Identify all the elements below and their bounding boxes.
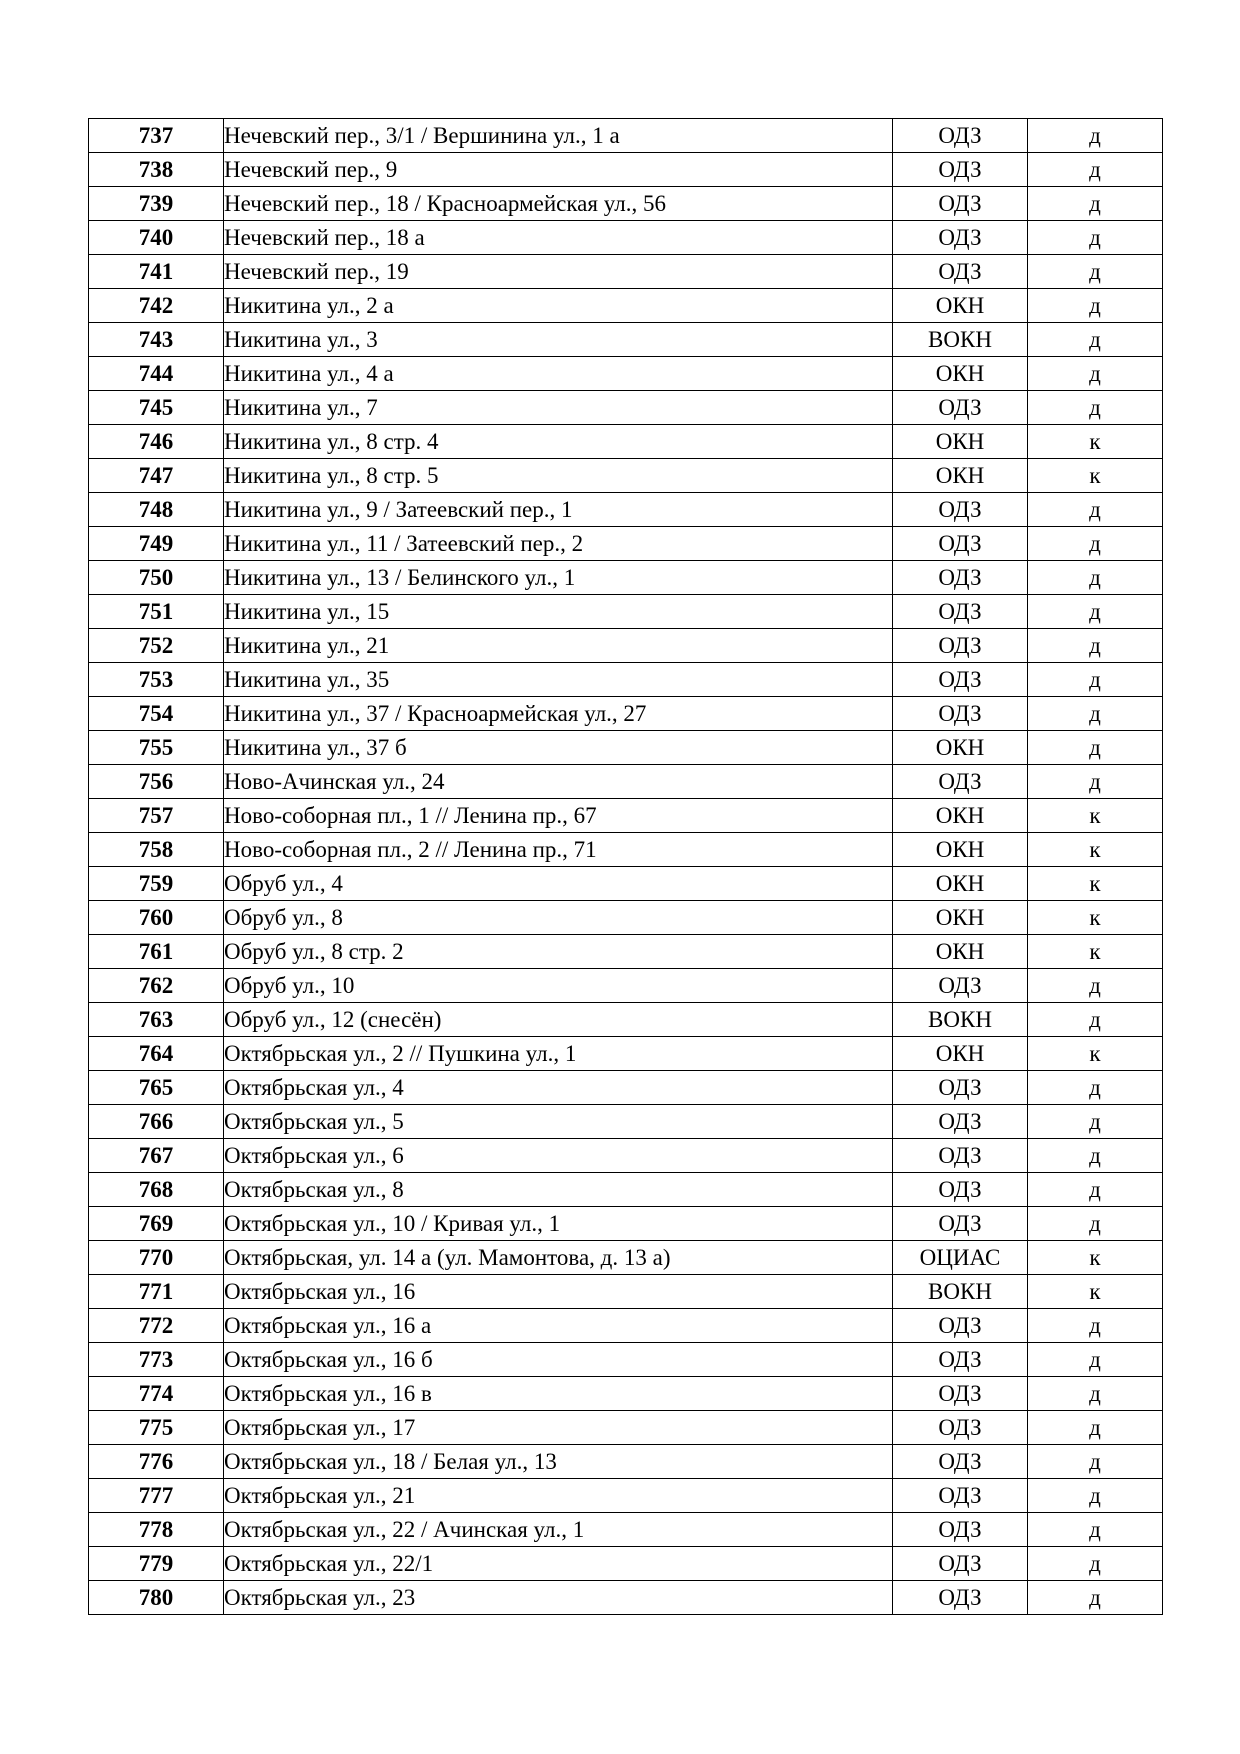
row-type: д	[1028, 663, 1163, 697]
row-category: ОКН	[893, 901, 1028, 935]
row-type: д	[1028, 255, 1163, 289]
row-type: д	[1028, 527, 1163, 561]
row-type: д	[1028, 1343, 1163, 1377]
table-row	[89, 527, 1163, 561]
row-number: 756	[89, 765, 224, 799]
row-number: 740	[89, 221, 224, 255]
row-number: 764	[89, 1037, 224, 1071]
table-row	[89, 1003, 1163, 1037]
row-number: 742	[89, 289, 224, 323]
row-address: Ново-Ачинская ул., 24	[224, 765, 893, 799]
table-row	[89, 425, 1163, 459]
row-address: Октябрьская ул., 5	[224, 1105, 893, 1139]
row-category: ОДЗ	[893, 1411, 1028, 1445]
row-type: д	[1028, 1411, 1163, 1445]
row-type: к	[1028, 459, 1163, 493]
row-address: Никитина ул., 7	[224, 391, 893, 425]
row-number: 750	[89, 561, 224, 595]
row-type: д	[1028, 561, 1163, 595]
row-number: 747	[89, 459, 224, 493]
row-address: Обруб ул., 10	[224, 969, 893, 1003]
row-number: 745	[89, 391, 224, 425]
row-category: ОКН	[893, 289, 1028, 323]
row-category: ОКН	[893, 731, 1028, 765]
table-row	[89, 629, 1163, 663]
row-number: 780	[89, 1581, 224, 1615]
table-row	[89, 595, 1163, 629]
table-row	[89, 799, 1163, 833]
row-category: ОДЗ	[893, 1139, 1028, 1173]
row-category: ОДЗ	[893, 1445, 1028, 1479]
row-type: д	[1028, 1207, 1163, 1241]
row-type: д	[1028, 697, 1163, 731]
row-address: Обруб ул., 12 (снесён)	[224, 1003, 893, 1037]
row-category: ОКН	[893, 833, 1028, 867]
row-type: д	[1028, 1173, 1163, 1207]
row-number: 777	[89, 1479, 224, 1513]
row-number: 766	[89, 1105, 224, 1139]
row-address: Никитина ул., 2 а	[224, 289, 893, 323]
row-address: Октябрьская ул., 21	[224, 1479, 893, 1513]
row-category: ВОКН	[893, 1003, 1028, 1037]
table-row	[89, 187, 1163, 221]
row-category: ОДЗ	[893, 595, 1028, 629]
row-number: 773	[89, 1343, 224, 1377]
row-number: 755	[89, 731, 224, 765]
table-row	[89, 697, 1163, 731]
row-type: д	[1028, 1513, 1163, 1547]
row-category: ОДЗ	[893, 187, 1028, 221]
table-row	[89, 1309, 1163, 1343]
heritage-registry-table	[88, 118, 1163, 1615]
table-row	[89, 1275, 1163, 1309]
row-number: 754	[89, 697, 224, 731]
row-type: д	[1028, 1105, 1163, 1139]
row-type: д	[1028, 289, 1163, 323]
table-row	[89, 765, 1163, 799]
row-number: 752	[89, 629, 224, 663]
row-type: д	[1028, 765, 1163, 799]
row-number: 769	[89, 1207, 224, 1241]
row-type: д	[1028, 357, 1163, 391]
table-row	[89, 1581, 1163, 1615]
row-address: Нечевский пер., 9	[224, 153, 893, 187]
row-category: ОДЗ	[893, 391, 1028, 425]
row-number: 768	[89, 1173, 224, 1207]
row-address: Обруб ул., 8 стр. 2	[224, 935, 893, 969]
row-category: ОДЗ	[893, 1479, 1028, 1513]
row-address: Нечевский пер., 18 а	[224, 221, 893, 255]
row-address: Никитина ул., 9 / Затеевский пер., 1	[224, 493, 893, 527]
table-row	[89, 901, 1163, 935]
row-category: ОДЗ	[893, 1309, 1028, 1343]
row-type: к	[1028, 867, 1163, 901]
row-category: ОДЗ	[893, 969, 1028, 1003]
row-number: 776	[89, 1445, 224, 1479]
row-number: 743	[89, 323, 224, 357]
row-address: Октябрьская ул., 17	[224, 1411, 893, 1445]
table-row	[89, 391, 1163, 425]
row-address: Никитина ул., 37 / Красноармейская ул., 27	[224, 697, 893, 731]
row-number: 771	[89, 1275, 224, 1309]
row-type: д	[1028, 493, 1163, 527]
row-number: 775	[89, 1411, 224, 1445]
row-address: Никитина ул., 15	[224, 595, 893, 629]
table-row	[89, 1513, 1163, 1547]
row-address: Никитина ул., 37 б	[224, 731, 893, 765]
row-number: 744	[89, 357, 224, 391]
table-row	[89, 1377, 1163, 1411]
table-row	[89, 357, 1163, 391]
row-category: ВОКН	[893, 1275, 1028, 1309]
table-row	[89, 1343, 1163, 1377]
row-category: ОДЗ	[893, 629, 1028, 663]
row-address: Октябрьская ул., 8	[224, 1173, 893, 1207]
row-type: д	[1028, 119, 1163, 153]
row-number: 759	[89, 867, 224, 901]
row-type: к	[1028, 1275, 1163, 1309]
row-address: Никитина ул., 11 / Затеевский пер., 2	[224, 527, 893, 561]
row-category: ОДЗ	[893, 221, 1028, 255]
row-type: к	[1028, 799, 1163, 833]
row-category: ОКН	[893, 357, 1028, 391]
row-number: 746	[89, 425, 224, 459]
row-address: Никитина ул., 8 стр. 5	[224, 459, 893, 493]
row-type: к	[1028, 1037, 1163, 1071]
row-type: д	[1028, 969, 1163, 1003]
row-number: 772	[89, 1309, 224, 1343]
row-address: Октябрьская, ул. 14 а (ул. Мамонтова, д. 13 а)	[224, 1241, 893, 1275]
table-row	[89, 255, 1163, 289]
row-category: ВОКН	[893, 323, 1028, 357]
row-number: 761	[89, 935, 224, 969]
row-number: 758	[89, 833, 224, 867]
table-row	[89, 459, 1163, 493]
row-address: Октябрьская ул., 22 / Ачинская ул., 1	[224, 1513, 893, 1547]
row-type: д	[1028, 1377, 1163, 1411]
row-type: д	[1028, 323, 1163, 357]
row-number: 737	[89, 119, 224, 153]
row-address: Октябрьская ул., 16 в	[224, 1377, 893, 1411]
table-row	[89, 221, 1163, 255]
row-number: 748	[89, 493, 224, 527]
table-row	[89, 289, 1163, 323]
table-row	[89, 493, 1163, 527]
row-type: д	[1028, 391, 1163, 425]
row-number: 762	[89, 969, 224, 1003]
row-address: Ново-соборная пл., 2 // Ленина пр., 71	[224, 833, 893, 867]
table-row	[89, 323, 1163, 357]
row-address: Октябрьская ул., 16 б	[224, 1343, 893, 1377]
row-type: к	[1028, 833, 1163, 867]
row-category: ОДЗ	[893, 697, 1028, 731]
row-category: ОДЗ	[893, 1547, 1028, 1581]
row-number: 778	[89, 1513, 224, 1547]
row-category: ОДЗ	[893, 119, 1028, 153]
row-address: Октябрьская ул., 10 / Кривая ул., 1	[224, 1207, 893, 1241]
row-type: д	[1028, 1581, 1163, 1615]
table-body	[89, 119, 1163, 1615]
row-address: Октябрьская ул., 16 а	[224, 1309, 893, 1343]
row-address: Октябрьская ул., 6	[224, 1139, 893, 1173]
table-row	[89, 1411, 1163, 1445]
row-type: к	[1028, 425, 1163, 459]
row-address: Никитина ул., 13 / Белинского ул., 1	[224, 561, 893, 595]
row-address: Октябрьская ул., 16	[224, 1275, 893, 1309]
row-category: ОДЗ	[893, 527, 1028, 561]
row-type: д	[1028, 1479, 1163, 1513]
row-category: ОДЗ	[893, 1343, 1028, 1377]
table-row	[89, 867, 1163, 901]
row-type: д	[1028, 595, 1163, 629]
table-row	[89, 1547, 1163, 1581]
table-row	[89, 1037, 1163, 1071]
row-address: Никитина ул., 3	[224, 323, 893, 357]
row-type: к	[1028, 935, 1163, 969]
row-type: д	[1028, 731, 1163, 765]
table-row	[89, 731, 1163, 765]
row-number: 753	[89, 663, 224, 697]
table-row	[89, 663, 1163, 697]
table-row	[89, 1105, 1163, 1139]
row-type: д	[1028, 629, 1163, 663]
row-type: к	[1028, 901, 1163, 935]
table-row	[89, 1173, 1163, 1207]
row-number: 738	[89, 153, 224, 187]
row-category: ОДЗ	[893, 663, 1028, 697]
row-number: 739	[89, 187, 224, 221]
table-row	[89, 1241, 1163, 1275]
row-type: д	[1028, 1071, 1163, 1105]
row-address: Никитина ул., 8 стр. 4	[224, 425, 893, 459]
row-type: д	[1028, 153, 1163, 187]
row-category: ОДЗ	[893, 1207, 1028, 1241]
row-category: ОДЗ	[893, 561, 1028, 595]
row-type: к	[1028, 1241, 1163, 1275]
row-category: ОКН	[893, 1037, 1028, 1071]
row-category: ОДЗ	[893, 1513, 1028, 1547]
row-number: 741	[89, 255, 224, 289]
row-address: Октябрьская ул., 23	[224, 1581, 893, 1615]
row-category: ОДЗ	[893, 493, 1028, 527]
row-category: ОДЗ	[893, 1581, 1028, 1615]
row-address: Никитина ул., 4 а	[224, 357, 893, 391]
row-address: Октябрьская ул., 22/1	[224, 1547, 893, 1581]
row-category: ОДЗ	[893, 153, 1028, 187]
row-number: 767	[89, 1139, 224, 1173]
row-number: 757	[89, 799, 224, 833]
row-category: ОДЗ	[893, 1105, 1028, 1139]
table-row	[89, 119, 1163, 153]
table-row	[89, 969, 1163, 1003]
row-type: д	[1028, 1003, 1163, 1037]
row-category: ОДЗ	[893, 1173, 1028, 1207]
row-type: д	[1028, 1445, 1163, 1479]
row-category: ОДЗ	[893, 255, 1028, 289]
table-row	[89, 1071, 1163, 1105]
row-number: 760	[89, 901, 224, 935]
row-type: д	[1028, 1139, 1163, 1173]
row-number: 749	[89, 527, 224, 561]
row-category: ОДЗ	[893, 765, 1028, 799]
row-category: ОЦИАС	[893, 1241, 1028, 1275]
row-address: Ново-соборная пл., 1 // Ленина пр., 67	[224, 799, 893, 833]
row-address: Никитина ул., 35	[224, 663, 893, 697]
row-category: ОКН	[893, 799, 1028, 833]
row-type: д	[1028, 1309, 1163, 1343]
row-address: Октябрьская ул., 2 // Пушкина ул., 1	[224, 1037, 893, 1071]
table-row	[89, 1445, 1163, 1479]
table-row	[89, 935, 1163, 969]
table-row	[89, 833, 1163, 867]
row-type: д	[1028, 221, 1163, 255]
row-address: Обруб ул., 8	[224, 901, 893, 935]
row-category: ОКН	[893, 425, 1028, 459]
row-address: Октябрьская ул., 4	[224, 1071, 893, 1105]
row-number: 774	[89, 1377, 224, 1411]
table-row	[89, 153, 1163, 187]
row-category: ОКН	[893, 935, 1028, 969]
row-address: Октябрьская ул., 18 / Белая ул., 13	[224, 1445, 893, 1479]
row-category: ОКН	[893, 459, 1028, 493]
row-number: 779	[89, 1547, 224, 1581]
table-row	[89, 561, 1163, 595]
row-category: ОКН	[893, 867, 1028, 901]
row-type: д	[1028, 187, 1163, 221]
row-category: ОДЗ	[893, 1071, 1028, 1105]
row-category: ОДЗ	[893, 1377, 1028, 1411]
row-type: д	[1028, 1547, 1163, 1581]
row-address: Нечевский пер., 18 / Красноармейская ул., 56	[224, 187, 893, 221]
row-address: Обруб ул., 4	[224, 867, 893, 901]
row-address: Никитина ул., 21	[224, 629, 893, 663]
table-row	[89, 1479, 1163, 1513]
table-row	[89, 1139, 1163, 1173]
row-number: 751	[89, 595, 224, 629]
row-number: 765	[89, 1071, 224, 1105]
row-number: 763	[89, 1003, 224, 1037]
table-row	[89, 1207, 1163, 1241]
row-number: 770	[89, 1241, 224, 1275]
row-address: Нечевский пер., 3/1 / Вершинина ул., 1 а	[224, 119, 893, 153]
row-address: Нечевский пер., 19	[224, 255, 893, 289]
